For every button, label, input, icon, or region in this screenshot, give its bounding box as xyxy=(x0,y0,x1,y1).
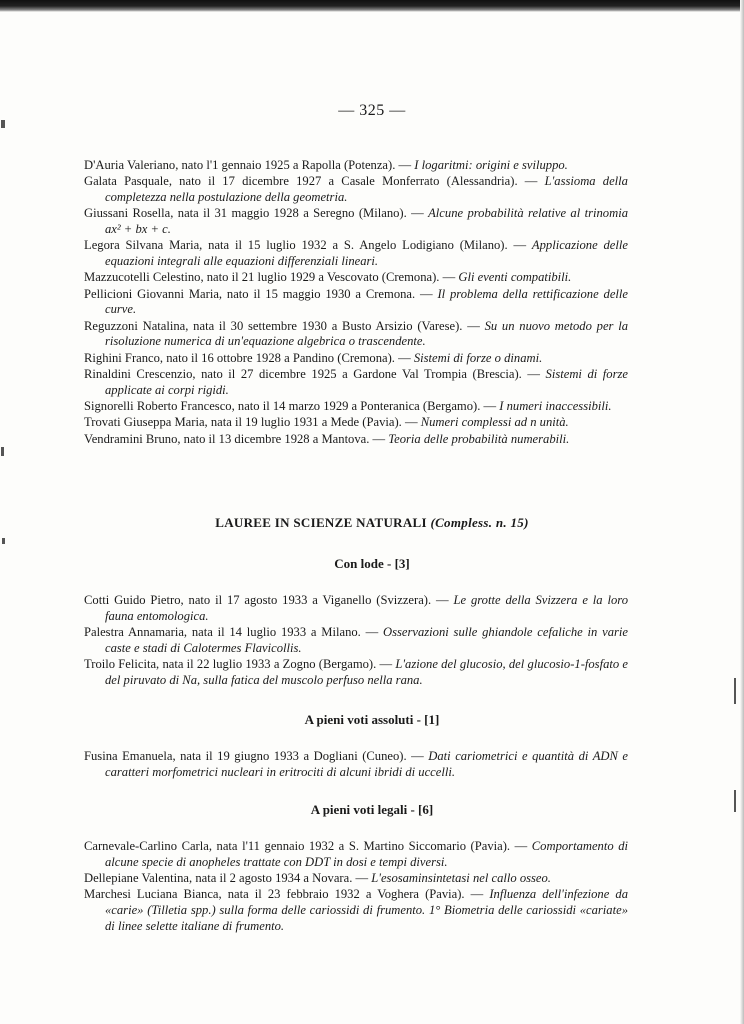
graduate-entry xyxy=(84,625,628,656)
group-heading-pieni-voti-legali: A pieni voti legali - [6] xyxy=(310,802,434,817)
graduate-name-birth: Palestra Annamaria, nata il 14 luglio 1933 a Milano. — xyxy=(84,624,383,639)
graduate-name-birth: Pellicioni Giovanni Maria, nato il 15 maggio 1930 a Cremona. — xyxy=(84,286,438,301)
graduate-list-con-lode xyxy=(84,593,628,688)
graduate-list-pieni-voti-assoluti xyxy=(84,749,628,780)
scan-margin-mark xyxy=(734,678,736,704)
thesis-title: Teoria delle probabilità numerabili. xyxy=(388,431,570,446)
section-heading-sub: (Compless. n. 15) xyxy=(430,515,529,530)
graduate-name-birth: Fusina Emanuela, nata il 19 giugno 1933 a Dogliani (Cuneo). — xyxy=(84,749,429,763)
graduate-name-birth: Signorelli Roberto Francesco, nato il 14 marzo 1929 a Ponteranica (Bergamo). — xyxy=(84,399,500,414)
thesis-title: Numeri complessi ad n unità. xyxy=(420,415,569,430)
thesis-title: Sistemi di forze o dinami. xyxy=(413,350,543,365)
thesis-title: I numeri inaccessibili. xyxy=(499,399,612,414)
scan-top-edge xyxy=(0,0,744,12)
thesis-title: L'esosaminsintetasi nel callo osseo. xyxy=(371,870,551,885)
graduate-name-birth: Legora Silvana Maria, nata il 15 luglio 1932 a S. Angelo Lodigiano (Milano). — xyxy=(84,238,532,253)
graduate-entry xyxy=(84,432,628,448)
thesis-title: L'azione del glucosio, del glucosio-1-fosfato e del piruvato di Na, sulla fatica del muscolo perfuso nella rana. xyxy=(105,656,629,687)
group-heading-pieni-voti-assoluti: A pieni voti assoluti - [1] xyxy=(304,712,440,727)
scan-margin-mark xyxy=(734,790,736,812)
graduate-name-birth: Righini Franco, nato il 16 ottobre 1928 a Pandino (Cremona). — xyxy=(84,350,414,365)
graduate-entry xyxy=(84,174,628,205)
graduate-entry xyxy=(84,351,628,367)
graduate-name-birth: Vendramini Bruno, nato il 13 dicembre 1928 a Mantova. — xyxy=(84,431,389,446)
graduate-entry xyxy=(84,657,628,688)
graduate-entry xyxy=(84,319,628,350)
thesis-title: Osservazioni sulle ghiandole cefaliche in varie caste e stadi di Calotermes Flavicollis. xyxy=(105,624,628,655)
graduate-name-birth: Marchesi Luciana Bianca, nata il 23 febbraio 1932 a Voghera (Pavia). — xyxy=(84,887,490,902)
graduate-entry xyxy=(84,839,628,870)
graduate-entry xyxy=(84,399,628,415)
graduate-name-birth: Trovati Giuseppa Maria, nata il 19 luglio 1931 a Mede (Pavia). — xyxy=(84,415,421,430)
scan-margin-mark xyxy=(1,447,4,456)
graduate-list-mathematics xyxy=(84,158,628,447)
thesis-title: Su un nuovo metodo per la risoluzione numerica di un'equazione algebrica o trascendente. xyxy=(105,318,628,349)
graduate-name-birth: D'Auria Valeriano, nato l'1 gennaio 1925 a Rapolla (Potenza). — xyxy=(84,158,415,172)
graduate-entry xyxy=(84,415,628,431)
graduate-entry xyxy=(84,871,628,887)
graduate-name-birth: Mazzucotelli Celestino, nato il 21 luglio 1929 a Vescovato (Cremona). — xyxy=(84,270,459,285)
graduate-entry xyxy=(84,238,628,269)
thesis-title: Applicazione delle equazioni integrali alle equazioni differenziali lineari. xyxy=(105,238,628,268)
graduate-name-birth: Carnevale-Carlino Carla, nata l'11 gennaio 1932 a S. Martino Siccomario (Pavia). — xyxy=(84,839,532,853)
thesis-title: Dati cariometrici e quantità di ADN e caratteri morfometrici nucleari in eritrociti di alcuni ibridi di uccelli. xyxy=(105,749,628,779)
graduate-entry xyxy=(84,287,628,318)
graduate-name-birth: Giussani Rosella, nata il 31 maggio 1928 a Seregno (Milano). — xyxy=(84,206,429,221)
thesis-title: Influenza dell'infezione da «carie» (Tilletia spp.) sulla forma delle cariossidi di frumento. 1° Biometria delle cariossidi «cariate» di linee selette italiane di frumento. xyxy=(105,887,628,933)
graduate-entry xyxy=(84,367,628,398)
graduate-entry xyxy=(84,593,628,624)
thesis-title: L'assioma della completezza nella postulazione della geometria. xyxy=(105,174,628,204)
page-number: — 325 — xyxy=(338,102,406,119)
scan-right-edge xyxy=(740,0,744,1024)
graduate-name-birth: Dellepiane Valentina, nata il 2 agosto 1934 a Novara. — xyxy=(84,870,372,885)
thesis-title: Il problema della rettificazione delle curve. xyxy=(105,286,628,317)
graduate-name-birth: Rinaldini Crescenzio, nato il 27 dicembre 1925 a Gardone Val Trompia (Brescia). — xyxy=(84,367,546,382)
graduate-entry xyxy=(84,158,628,174)
thesis-title: Gli eventi compatibili. xyxy=(458,270,572,285)
section-heading-main: LAUREE IN SCIENZE NATURALI xyxy=(215,515,427,530)
scan-margin-mark xyxy=(2,538,5,544)
thesis-title: Sistemi di forze applicate ai corpi rigidi. xyxy=(105,367,628,397)
graduate-list-pieni-voti-legali xyxy=(84,839,628,934)
graduate-entry xyxy=(84,270,628,286)
graduate-name-birth: Reguzzoni Natalina, nata il 30 settembre 1930 a Busto Arsizio (Varese). — xyxy=(84,318,485,333)
thesis-title: I logaritmi: origini e sviluppo. xyxy=(414,158,568,172)
section-heading xyxy=(0,515,744,531)
graduate-name-birth: Galata Pasquale, nato il 17 dicembre 1927 a Casale Monferrato (Alessandria). — xyxy=(84,174,545,189)
graduate-name-birth: Troilo Felicita, nata il 22 luglio 1933 a Zogno (Bergamo). — xyxy=(84,656,396,671)
thesis-title: Comportamento di alcune specie di anopheles trattate con DDT in dosi e tempi diversi. xyxy=(105,839,628,869)
thesis-title: Alcune probabilità relative al trinomia ax² + bx + c. xyxy=(105,206,628,236)
scan-margin-mark xyxy=(1,120,5,128)
graduate-entry xyxy=(84,749,628,780)
group-heading-con-lode: Con lode - [3] xyxy=(334,556,410,571)
thesis-title: Le grotte della Svizzera e la loro fauna entomologica. xyxy=(105,593,629,623)
graduate-entry xyxy=(84,887,628,934)
graduate-name-birth: Cotti Guido Pietro, nato il 17 agosto 1933 a Viganello (Svizzera). — xyxy=(84,593,454,607)
graduate-entry xyxy=(84,206,628,237)
